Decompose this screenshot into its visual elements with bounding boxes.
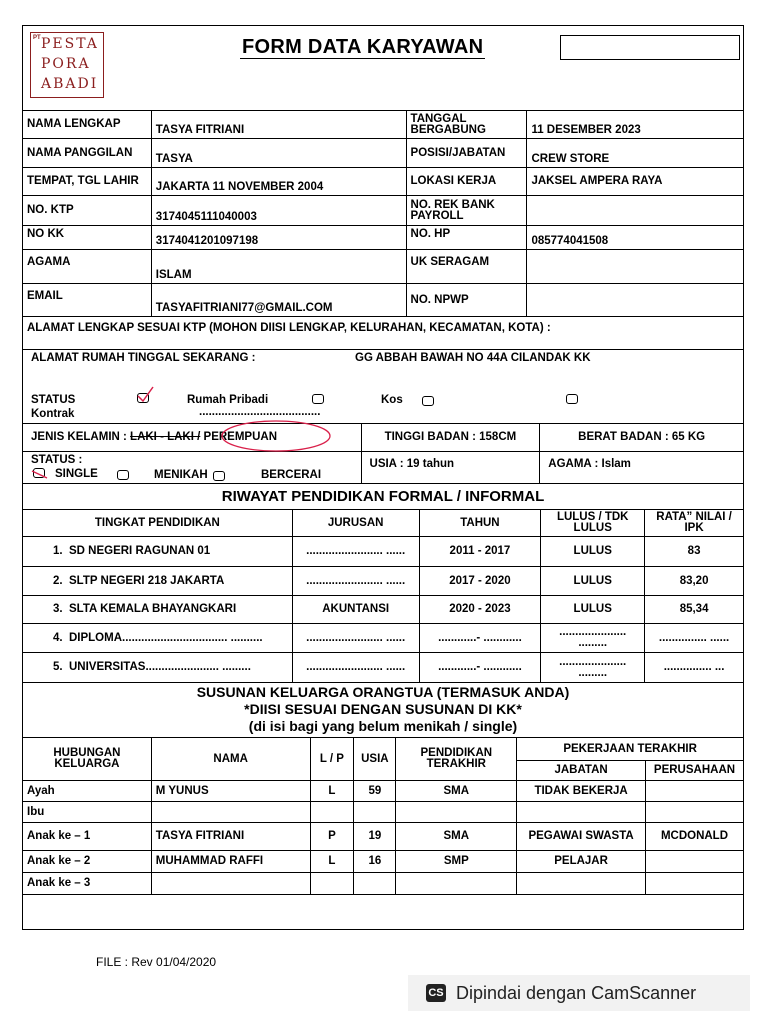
fam-jabatan	[517, 873, 646, 895]
value-ttl: JAKARTA 11 NOVEMBER 2004	[151, 168, 406, 196]
fam-pendidikan	[396, 873, 517, 895]
value-hp: 085774041508	[527, 226, 744, 250]
fam-hubungan: Anak ke – 1	[23, 823, 152, 851]
tinggi-badan: TINGGI BADAN : 158CM	[361, 424, 540, 452]
fam-perusahaan	[645, 802, 743, 823]
jenis-kelamin-cell	[23, 424, 362, 452]
label-seragam: UK SERAGAM	[406, 250, 527, 284]
fam-header-perusahaan: PERUSAHAAN	[645, 761, 743, 781]
label-tgl-bergabung: TANGGAL BERGABUNG	[406, 111, 527, 139]
family-row	[23, 823, 744, 851]
fam-nama: MUHAMMAD RAFFI	[151, 851, 310, 873]
edu-jurusan: ........................ ......	[292, 653, 419, 683]
edu-header-tahun: TAHUN	[419, 510, 541, 537]
fam-jabatan: TIDAK BEKERJA	[517, 781, 646, 802]
camscanner-watermark	[408, 975, 750, 1011]
fam-hubungan: Anak ke – 2	[23, 851, 152, 873]
fam-pendidikan	[396, 802, 517, 823]
fam-header-hubungan: HUBUNGAN KELUARGA	[23, 738, 152, 781]
label-status-rumah: STATUS	[31, 394, 76, 406]
fam-perusahaan	[645, 873, 743, 895]
check-mark-icon	[135, 386, 155, 404]
physical-table	[22, 423, 744, 484]
fam-nama	[151, 873, 310, 895]
selection-circle-icon	[219, 418, 333, 454]
fam-lp: L	[310, 851, 354, 873]
edu-tahun: 2011 - 2017	[419, 537, 541, 567]
edu-header-jurusan: JURUSAN	[292, 510, 419, 537]
logo-line3: ABADI	[41, 76, 99, 92]
label-jenis-kelamin: JENIS KELAMIN :	[31, 431, 127, 443]
value-agama: ISLAM	[151, 250, 406, 284]
family-table	[22, 737, 744, 930]
option-perempuan: PEREMPUAN	[203, 431, 278, 443]
edu-nilai: 85,34	[645, 596, 744, 624]
edu-row	[23, 653, 744, 683]
label-bercerai: BERCERAI	[261, 469, 322, 481]
fam-header-nama: NAMA	[151, 738, 310, 781]
edu-nilai: ............... ...	[645, 653, 744, 683]
fam-nama	[151, 802, 310, 823]
fam-nama: M YUNUS	[151, 781, 310, 802]
value-jabatan: CREW STORE	[527, 139, 744, 168]
fam-jabatan: PEGAWAI SWASTA	[517, 823, 646, 851]
family-row	[23, 851, 744, 873]
status-cell	[23, 452, 362, 484]
label-nama-panggilan: NAMA PANGGILAN	[23, 139, 152, 168]
fam-perusahaan: MCDONALD	[645, 823, 743, 851]
label-kos: Kos	[381, 394, 403, 406]
form-number-box	[560, 35, 740, 60]
value-nama-panggilan: TASYA	[151, 139, 406, 168]
family-row	[23, 873, 744, 895]
value-rek	[527, 196, 744, 226]
education-table	[22, 483, 744, 683]
fam-header-pendidikan: PENDIDIKAN TERAKHIR	[396, 738, 517, 781]
value-tgl-bergabung: 11 DESEMBER 2023	[527, 111, 744, 139]
edu-no: 2.	[53, 574, 63, 587]
checkbox-kos[interactable]	[422, 396, 434, 406]
label-rumah-pribadi: Rumah Pribadi	[187, 394, 269, 406]
family-empty-row	[23, 895, 744, 930]
fam-lp	[310, 873, 354, 895]
edu-jurusan: AKUNTANSI	[292, 596, 419, 624]
logo-line2: PORA	[41, 56, 91, 72]
logo-pt: PT	[33, 35, 41, 41]
camscanner-icon: CS	[426, 984, 446, 1002]
edu-no: 1.	[53, 545, 63, 557]
label-jabatan: POSISI/JABATAN	[406, 139, 527, 168]
edu-nilai: 83	[645, 537, 744, 567]
edu-tahun: ............- ............	[419, 653, 541, 683]
family-title-1: SUSUNAN KELUARGA ORANGTUA (TERMASUK ANDA)	[196, 684, 570, 700]
value-nama-lengkap: TASYA FITRIANI	[151, 111, 406, 139]
fam-header-lp: L / P	[310, 738, 354, 781]
label-kk: NO KK	[23, 226, 152, 250]
usia: USIA : 19 tahun	[361, 452, 540, 484]
family-row	[23, 802, 744, 823]
fam-usia: 16	[354, 851, 396, 873]
label-single: SINGLE	[55, 468, 98, 480]
edu-lulus: LULUS	[541, 537, 645, 567]
label-nama-lengkap: NAMA LENGKAP	[23, 111, 152, 139]
edu-tingkat: SLTP NEGERI 218 JAKARTA	[68, 574, 225, 587]
fam-header-usia: USIA	[354, 738, 396, 781]
edu-row	[23, 567, 744, 596]
edu-tingkat: SLTA KEMALA BHAYANGKARI	[68, 603, 237, 615]
fam-pendidikan: SMA	[396, 781, 517, 802]
edu-row	[23, 537, 744, 567]
value-kk: 3174041201097198	[151, 226, 406, 250]
label-lokasi: LOKASI KERJA	[406, 168, 527, 196]
file-revision: FILE : Rev 01/04/2020	[96, 955, 217, 969]
fam-lp: L	[310, 781, 354, 802]
edu-nilai: ............... ......	[645, 624, 744, 653]
label-status: STATUS :	[31, 454, 83, 466]
edu-nilai: 83,20	[645, 567, 744, 596]
label-ttl: TEMPAT, TGL LAHIR	[23, 168, 152, 196]
fam-jabatan: PELAJAR	[517, 851, 646, 873]
edu-lulus: ..................... .........	[541, 624, 645, 653]
fam-pendidikan: SMA	[396, 823, 517, 851]
personal-data-table	[22, 110, 744, 424]
checkbox-bercerai[interactable]	[213, 471, 225, 481]
label-rek: NO. REK BANK PAYROLL	[406, 196, 527, 226]
education-title: RIWAYAT PENDIDIKAN FORMAL / INFORMAL	[23, 484, 744, 510]
fam-usia: 59	[354, 781, 396, 802]
status-rumah-check	[137, 393, 149, 404]
option-laki-laki: LAKI - LAKI /	[130, 431, 201, 443]
label-ktp: NO. KTP	[23, 196, 152, 226]
agama-short: AGAMA : Islam	[540, 452, 744, 484]
edu-header-tingkat: TINGKAT PENDIDIKAN	[23, 510, 293, 537]
fam-usia: 19	[354, 823, 396, 851]
edu-header-lulus: LULUS / TDK LULUS	[541, 510, 645, 537]
edu-tingkat: SD NEGERI RAGUNAN 01	[68, 545, 211, 557]
checkbox-rumah-pribadi[interactable]	[312, 394, 324, 404]
value-alamat-rumah: GG ABBAH BAWAH NO 44A CILANDAK KK	[355, 352, 591, 364]
edu-jurusan: ........................ ......	[292, 624, 419, 653]
edu-lulus: ..................... .........	[541, 653, 645, 683]
berat-badan: BERAT BADAN : 65 KG	[540, 424, 744, 452]
label-hp: NO. HP	[406, 226, 527, 250]
camscanner-text: Dipindai dengan CamScanner	[456, 982, 697, 1003]
fam-usia	[354, 802, 396, 823]
value-lokasi: JAKSEL AMPERA RAYA	[527, 168, 744, 196]
edu-tahun: ............- ............	[419, 624, 541, 653]
label-kontrak: Kontrak	[31, 408, 75, 420]
label-agama: AGAMA	[23, 250, 152, 284]
form-title: FORM DATA KARYAWAN	[242, 36, 484, 58]
edu-jurusan: ........................ ......	[292, 567, 419, 596]
edu-tingkat: UNIVERSITAS....................... .........	[68, 661, 251, 673]
family-title-2: *DIISI SESUAI DENGAN SUSUNAN DI KK*	[244, 701, 522, 717]
fam-pendidikan: SMP	[396, 851, 517, 873]
family-title-3: (di isi bagi yang belum menikah / single)	[248, 718, 518, 734]
edu-jurusan: ........................ ......	[292, 537, 419, 567]
label-email: EMAIL	[23, 284, 152, 317]
checkbox-kontrak[interactable]	[566, 394, 578, 404]
strike-mark-icon	[31, 467, 49, 481]
edu-lulus: LULUS	[541, 567, 645, 596]
edu-row	[23, 624, 744, 653]
fam-lp: P	[310, 823, 354, 851]
label-alamat-ktp: ALAMAT LENGKAP SESUAI KTP (MOHON DIISI LENGKAP, KELURAHAN, KECAMATAN, KOTA) :	[23, 317, 744, 350]
fam-perusahaan	[645, 781, 743, 802]
fam-header-pekerjaan: PEKERJAAN TERAKHIR	[517, 738, 744, 761]
fam-jabatan	[517, 802, 646, 823]
label-npwp: NO. NPWP	[406, 284, 527, 317]
family-row	[23, 781, 744, 802]
fam-usia	[354, 873, 396, 895]
checkbox-menikah[interactable]	[117, 470, 129, 480]
edu-row	[23, 596, 744, 624]
value-npwp	[527, 284, 744, 317]
label-alamat-rumah: ALAMAT RUMAH TINGGAL SEKARANG :	[31, 352, 256, 364]
edu-no: 3.	[53, 603, 63, 615]
kontrak-dots: ......................................	[199, 406, 321, 418]
logo-line1: PESTA	[41, 36, 99, 52]
value-ktp: 3174045111040003	[151, 196, 406, 226]
company-logo	[30, 32, 104, 98]
fam-header-jabatan: JABATAN	[517, 761, 646, 781]
edu-no: 4.	[53, 631, 63, 644]
fam-lp	[310, 802, 354, 823]
edu-header-nilai: RATA” NILAI / IPK	[645, 510, 744, 537]
alamat-status-cell	[23, 350, 744, 424]
fam-hubungan: Ayah	[23, 781, 152, 802]
fam-hubungan: Anak ke – 3	[23, 873, 152, 895]
value-seragam	[527, 250, 744, 284]
edu-no: 5.	[53, 661, 63, 673]
family-title-block	[22, 684, 744, 735]
value-email: TASYAFITRIANI77@GMAIL.COM	[151, 284, 406, 317]
edu-tingkat: DIPLOMA................................. ..........	[68, 631, 263, 644]
edu-tahun: 2020 - 2023	[419, 596, 541, 624]
fam-nama: TASYA FITRIANI	[151, 823, 310, 851]
edu-lulus: LULUS	[541, 596, 645, 624]
label-menikah: MENIKAH	[154, 469, 208, 481]
fam-hubungan: Ibu	[23, 802, 152, 823]
edu-tahun: 2017 - 2020	[419, 567, 541, 596]
fam-perusahaan	[645, 851, 743, 873]
